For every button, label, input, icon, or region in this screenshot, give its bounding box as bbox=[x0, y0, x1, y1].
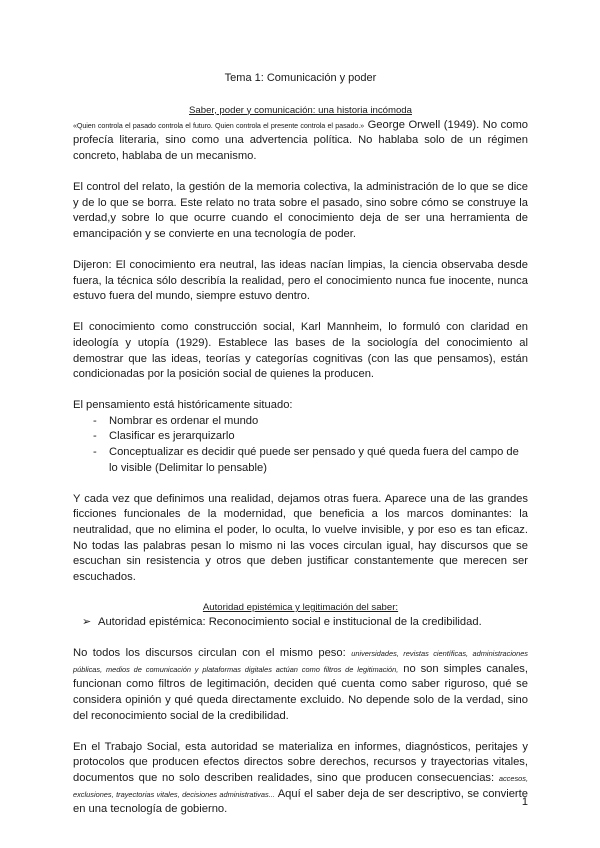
page-content bbox=[73, 71, 528, 833]
section-heading-saber-poder: Saber, poder y comunicación: una historia incómoda bbox=[189, 104, 412, 116]
orwell-author: George Orwell (1949). bbox=[367, 118, 480, 131]
arrow-bullet-icon: ➢ bbox=[82, 616, 92, 628]
paragraph-trabajo-social bbox=[73, 740, 528, 818]
paragraph-orwell-rest: No como profecía literaria, sino como una advertencia política. No hablaba solo de un régimen concreto, hablaba de un mecanismo. bbox=[73, 118, 528, 162]
paragraph-discursos-small: universidades, revistas científicas, administraciones públicas, medios de comunicación y plataformas digitales actúan como filtros de legitimación, bbox=[73, 649, 529, 674]
paragraph-discursos-end: no son simples canales, funcionan como filtros de legitimación, deciden qué cuenta como saber riguroso, qué se considera opinión y qué queda directamente excluido. No depende solo de la verdad, sino del reconocimiento social de la credibilidad. bbox=[73, 662, 529, 722]
arrow-item bbox=[73, 615, 528, 631]
paragraph-orwell bbox=[73, 118, 528, 165]
paragraph-dijeron: Dijeron: El conocimiento era neutral, las ideas nacían limpias, la ciencia observaba desde fuera, la técnica sólo describía la realidad, pero el conocimiento nunca fue inocente, nunca estuvo fuera del mundo, siempre estuvo dentro. bbox=[73, 258, 528, 303]
list-item: - Nombrar es ordenar el mundo bbox=[93, 414, 528, 430]
paragraph-pensamiento-intro: El pensamiento está históricamente situado: bbox=[73, 399, 293, 412]
document-title: Tema 1: Comunicación y poder bbox=[224, 72, 377, 84]
paragraph-trabajo-small: accesos, exclusiones, trayectorias vitales, decisiones administrativas... bbox=[73, 773, 529, 799]
paragraph-control-relato: El control del relato, la gestión de la memoria colectiva, la administración de lo que se dice y de lo que se borra. Este relato no trata sobre el pasado, sino sobre cómo se construye la verdad,y sobre lo que ocurre cuando el conocimiento deja de ser una herramienta de emancipación y se convierte en una tecnología de poder. bbox=[73, 180, 528, 240]
list-item: - Clasificar es jerarquizarlo bbox=[93, 429, 528, 445]
orwell-quote: «Quien controla el pasado controla el futuro. Quien controla el presente controla el pasado.» bbox=[73, 120, 365, 130]
list-item: - Conceptualizar es decidir qué puede ser pensado y qué queda fuera del campo de lo visible (Delimitar lo pensable) bbox=[93, 445, 528, 476]
paragraph-mannheim: El conocimiento como construcción social, Karl Mannheim, lo formuló con claridad en ideología y utopía (1929). Establece las bases de la sociología del conocimiento al demostrar que las ideas, teorías y categorías cognitivas (con las que pensamos), están condicionadas por la posición social de quienes la producen. bbox=[73, 321, 528, 381]
section-heading-autoridad: Autoridad epistémica y legitimación del saber: bbox=[202, 602, 399, 613]
arrow-item-text: Autoridad epistémica: Reconocimiento social e institucional de la credibilidad. bbox=[98, 616, 482, 628]
page-number: 1 bbox=[521, 796, 528, 808]
paragraph-discursos bbox=[73, 646, 528, 724]
dash-list bbox=[73, 414, 528, 476]
paragraph-neutralidad: Y cada vez que definimos una realidad, dejamos otras fuera. Aparece una de las grandes ficciones funcionales de la modernidad, que beneficia a los marcos dominantes: la neutralidad, que no elimina el poder, lo oculta, lo vuelve invisible, y por eso es tan eficaz. No todas las palabras pesan lo mismo ni las voces circulan igual, hay discursos que se escuchan sin resistencia y otros que deben justificar constantemente que merecen ser escuchados. bbox=[73, 492, 528, 583]
paragraph-discursos-start: No todos los discursos circulan con el mismo peso: bbox=[73, 647, 346, 660]
paragraph-trabajo-start: En el Trabajo Social, esta autoridad se materializa en informes, diagnósticos, peritajes y protocolos que producen efectos directos sobre derechos, recursos y trayectorias vitales, documentos que no solo describen realidades, sino que producen consecuencias: bbox=[73, 740, 528, 784]
paragraph-trabajo-end: Aquí el saber deja de ser descriptivo, se convierte en una tecnología de gobierno. bbox=[73, 787, 528, 816]
